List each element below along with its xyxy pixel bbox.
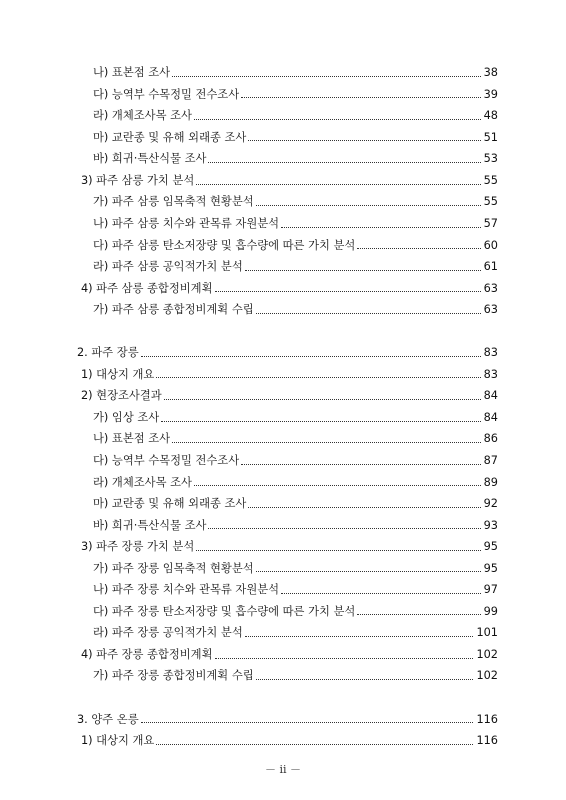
toc-entry-title: 4) 파주 장릉 종합정비계획 (81, 647, 213, 661)
toc-entry-page: 39 (483, 87, 498, 101)
toc-entry[interactable] (0, 170, 566, 192)
toc-entry[interactable] (0, 536, 566, 558)
toc-entry[interactable] (0, 471, 566, 493)
toc-entry-page: 102 (476, 669, 498, 683)
toc-entry-title: 1) 대상지 개요 (81, 367, 155, 381)
toc-entry-page: 83 (483, 367, 498, 381)
toc-entry-title: 다) 능역부 수목정밀 전수조사 (93, 87, 240, 101)
page-number-footer: － ii － (264, 763, 302, 776)
toc-entry[interactable] (0, 428, 566, 450)
toc-entry-page: 92 (483, 497, 498, 511)
section-spacer (0, 321, 566, 343)
toc-entry[interactable] (0, 493, 566, 515)
toc-entry[interactable] (0, 256, 566, 278)
toc-entry-title: 가) 파주 장릉 종합정비계획 수립 (93, 669, 254, 683)
toc-entry-page: 53 (483, 152, 498, 166)
toc-entry[interactable] (0, 514, 566, 536)
toc-entry[interactable] (0, 730, 566, 752)
toc-entry-page: 102 (476, 647, 498, 661)
dot-leader (172, 441, 481, 443)
toc-entry-page: 116 (476, 712, 498, 726)
dot-leader (248, 139, 480, 141)
toc-entry[interactable] (0, 558, 566, 580)
dot-leader (357, 247, 480, 249)
toc-entry-page: 97 (483, 583, 498, 597)
toc-entry-title: 3) 파주 삼릉 가치 분석 (81, 173, 195, 187)
toc-entry-title: 나) 표본점 조사 (93, 66, 171, 80)
dot-leader (357, 613, 480, 615)
dot-leader (194, 118, 481, 120)
toc-entry[interactable] (0, 450, 566, 472)
toc-entry-page: 57 (483, 216, 498, 230)
toc-entry-title: 가) 파주 삼릉 임목축적 현황분석 (93, 195, 254, 209)
toc-entry-title: 나) 파주 장릉 치수와 관목류 자원분석 (93, 583, 280, 597)
toc-entry-page: 48 (483, 109, 498, 123)
toc-entry[interactable] (0, 385, 566, 407)
dot-leader (245, 269, 481, 271)
dot-leader (161, 420, 480, 422)
toc-entry-title: 라) 개체조사목 조사 (93, 475, 192, 489)
dot-leader (208, 527, 480, 529)
toc-entry[interactable] (0, 622, 566, 644)
toc-entry-title: 가) 임상 조사 (93, 410, 160, 424)
toc-entry-page: 116 (476, 734, 498, 748)
toc-entry-title: 3) 파주 장릉 가치 분석 (81, 540, 195, 554)
dot-leader (208, 161, 480, 163)
toc-entry-page: 99 (483, 604, 498, 618)
toc-entry-page: 61 (483, 260, 498, 274)
toc-entry-title: 라) 개체조사목 조사 (93, 109, 192, 123)
toc-entry-title: 3. 양주 온릉 (77, 712, 139, 726)
dot-leader (256, 204, 481, 206)
toc-entry[interactable] (0, 84, 566, 106)
toc-entry-page: 55 (483, 173, 498, 187)
toc-entry[interactable] (0, 665, 566, 687)
table-of-contents (0, 62, 566, 752)
toc-entry-page: 83 (483, 346, 498, 360)
toc-entry-title: 나) 표본점 조사 (93, 432, 171, 446)
dot-leader (156, 743, 473, 745)
toc-entry-page: 63 (483, 281, 498, 295)
toc-entry-title: 가) 파주 삼릉 종합정비계획 수립 (93, 303, 254, 317)
toc-entry[interactable] (0, 601, 566, 623)
toc-entry[interactable] (0, 213, 566, 235)
toc-entry-page: 51 (483, 130, 498, 144)
toc-entry-page: 60 (483, 238, 498, 252)
toc-entry[interactable] (0, 342, 566, 364)
dot-leader (281, 592, 481, 594)
toc-entry-title: 라) 파주 삼릉 공익적가치 분석 (93, 260, 243, 274)
toc-entry-page: 95 (483, 540, 498, 554)
toc-entry-title: 4) 파주 삼릉 종합정비계획 (81, 281, 213, 295)
dot-leader (172, 75, 481, 77)
dot-leader (164, 398, 481, 400)
toc-entry-title: 다) 파주 장릉 탄소저장량 및 흡수량에 따른 가치 분석 (93, 604, 356, 618)
toc-entry-title: 다) 파주 삼릉 탄소저장량 및 흡수량에 따른 가치 분석 (93, 238, 356, 252)
toc-entry[interactable] (0, 708, 566, 730)
dot-leader (141, 721, 474, 723)
toc-entry-page: 93 (483, 518, 498, 532)
toc-entry-title: 바) 희귀·특산식물 조사 (93, 152, 207, 166)
toc-entry[interactable] (0, 407, 566, 429)
toc-entry[interactable] (0, 148, 566, 170)
dot-leader (196, 549, 480, 551)
dot-leader (141, 355, 481, 357)
dot-leader (245, 635, 474, 637)
dot-leader (194, 484, 481, 486)
dot-leader (241, 96, 480, 98)
toc-entry-title: 1) 대상지 개요 (81, 734, 155, 748)
toc-entry-title: 바) 희귀·특산식물 조사 (93, 518, 207, 532)
dot-leader (196, 183, 480, 185)
toc-entry-title: 2) 현장조사결과 (81, 389, 162, 403)
dot-leader (256, 312, 481, 314)
toc-entry-title: 마) 교란종 및 유해 외래종 조사 (93, 130, 247, 144)
toc-entry-page: 101 (476, 626, 498, 640)
toc-entry[interactable] (0, 127, 566, 149)
toc-entry-page: 63 (483, 303, 498, 317)
toc-entry[interactable] (0, 105, 566, 127)
dot-leader (248, 506, 480, 508)
toc-entry-page: 86 (483, 432, 498, 446)
dot-leader (281, 226, 481, 228)
toc-entry[interactable] (0, 644, 566, 666)
toc-entry[interactable] (0, 191, 566, 213)
toc-entry[interactable] (0, 62, 566, 84)
toc-entry[interactable] (0, 579, 566, 601)
toc-entry-title: 라) 파주 장릉 공익적가치 분석 (93, 626, 243, 640)
dot-leader (256, 678, 474, 680)
toc-entry-page: 95 (483, 561, 498, 575)
toc-entry-page: 87 (483, 453, 498, 467)
toc-entry[interactable] (0, 234, 566, 256)
dot-leader (256, 570, 481, 572)
toc-entry-page: 84 (483, 410, 498, 424)
toc-entry-page: 38 (483, 66, 498, 80)
toc-entry-title: 2. 파주 장릉 (77, 346, 139, 360)
dot-leader (241, 463, 480, 465)
toc-entry-page: 55 (483, 195, 498, 209)
toc-entry[interactable] (0, 299, 566, 321)
toc-entry-page: 84 (483, 389, 498, 403)
toc-entry[interactable] (0, 277, 566, 299)
toc-entry-title: 나) 파주 삼릉 치수와 관목류 자원분석 (93, 216, 280, 230)
toc-entry[interactable] (0, 364, 566, 386)
toc-entry-title: 가) 파주 장릉 임목축적 현황분석 (93, 561, 254, 575)
toc-entry-page: 89 (483, 475, 498, 489)
section-spacer (0, 687, 566, 709)
toc-entry-title: 다) 능역부 수목정밀 전수조사 (93, 453, 240, 467)
dot-leader (156, 376, 480, 378)
dot-leader (215, 657, 474, 659)
dot-leader (215, 290, 481, 292)
toc-entry-title: 마) 교란종 및 유해 외래종 조사 (93, 497, 247, 511)
